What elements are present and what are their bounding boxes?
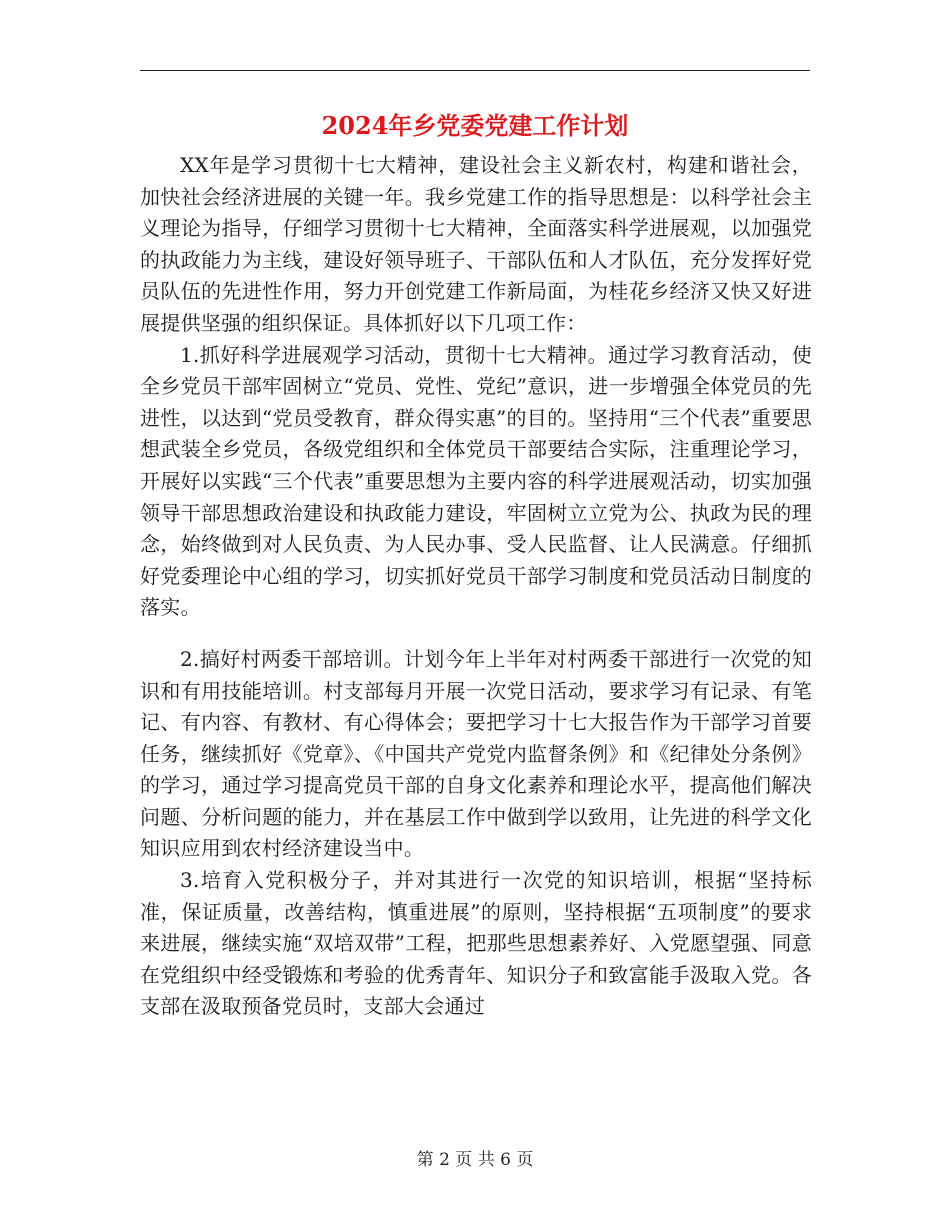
paragraph-item-1: 1.抓好科学进展观学习活动，贯彻十七大精神。通过学习教育活动，使全乡党员干部牢固树立“党员、党性、党纪”意识，进一步增强全体党员的先进性，以达到“党员受教育，群众得实惠”的目的。坚持用“三个代表”重要思想武装全乡党员，各级党组织和全体党员干部要结合实际，注重理论学习，开展好以实践“三个代表”重要思想为主要内容的科学进展观活动，切实加强领导干部思想政治建设和执政能力建设，牢固树立立党为公、执政为民的理念，始终做到对人民负责、为人民办事、受人民监督、让人民满意。仔细抓好党委理论中心组的学习，切实抓好党员干部学习制度和党员活动日制度的落实。 [140, 342, 812, 620]
paragraph-item-2: 2.搞好村两委干部培训。计划今年上半年对村两委干部进行一次党的知识和有用技能培训。村支部每月开展一次党日活动，要求学习有记录、有笔记、有内容、有教材、有心得体会；要把学习十七大报告作为干部学习首要任务，继续抓好《党章》、《中国共产党党内监督条例》和《纪律处分条例》的学习，通过学习提高党员干部的自身文化素养和理论水平，提高他们解决问题、分析问题的能力，并在基层工作中做到学以致用，让先进的科学文化知识应用到农村经济建设当中。 [140, 646, 812, 861]
paragraph-item-3: 3.培育入党积极分子，并对其进行一次党的知识培训，根据“坚持标准，保证质量，改善结构，慎重进展”的原则，坚持根据“五项制度”的要求来进展，继续实施“双培双带”工程，把那些思想素养好、入党愿望强、同意在党组织中经受锻炼和考验的优秀青年、知识分子和致富能手汲取入党。各支部在汲取预备党员时，支部大会通过 [140, 868, 812, 1019]
page-number-footer: 第 2 页 共 6 页 [416, 1150, 534, 1170]
header-rule [140, 70, 810, 71]
document-title: 2024年乡党委党建工作计划 [321, 111, 629, 140]
paragraph-intro: XX年是学习贯彻十七大精神，建设社会主义新农村，构建和谐社会，加快社会经济进展的关键一年。我乡党建工作的指导思想是：以科学社会主义理论为指导，仔细学习贯彻十七大精神，全面落实科学进展观，以加强党的执政能力为主线，建设好领导班子、干部队伍和人才队伍，充分发挥好党员队伍的先进性作用，努力开创党建工作新局面，为桂花乡经济又快又好进展提供坚强的组织保证。具体抓好以下几项工作： [140, 153, 812, 335]
document-body [140, 150, 812, 1023]
